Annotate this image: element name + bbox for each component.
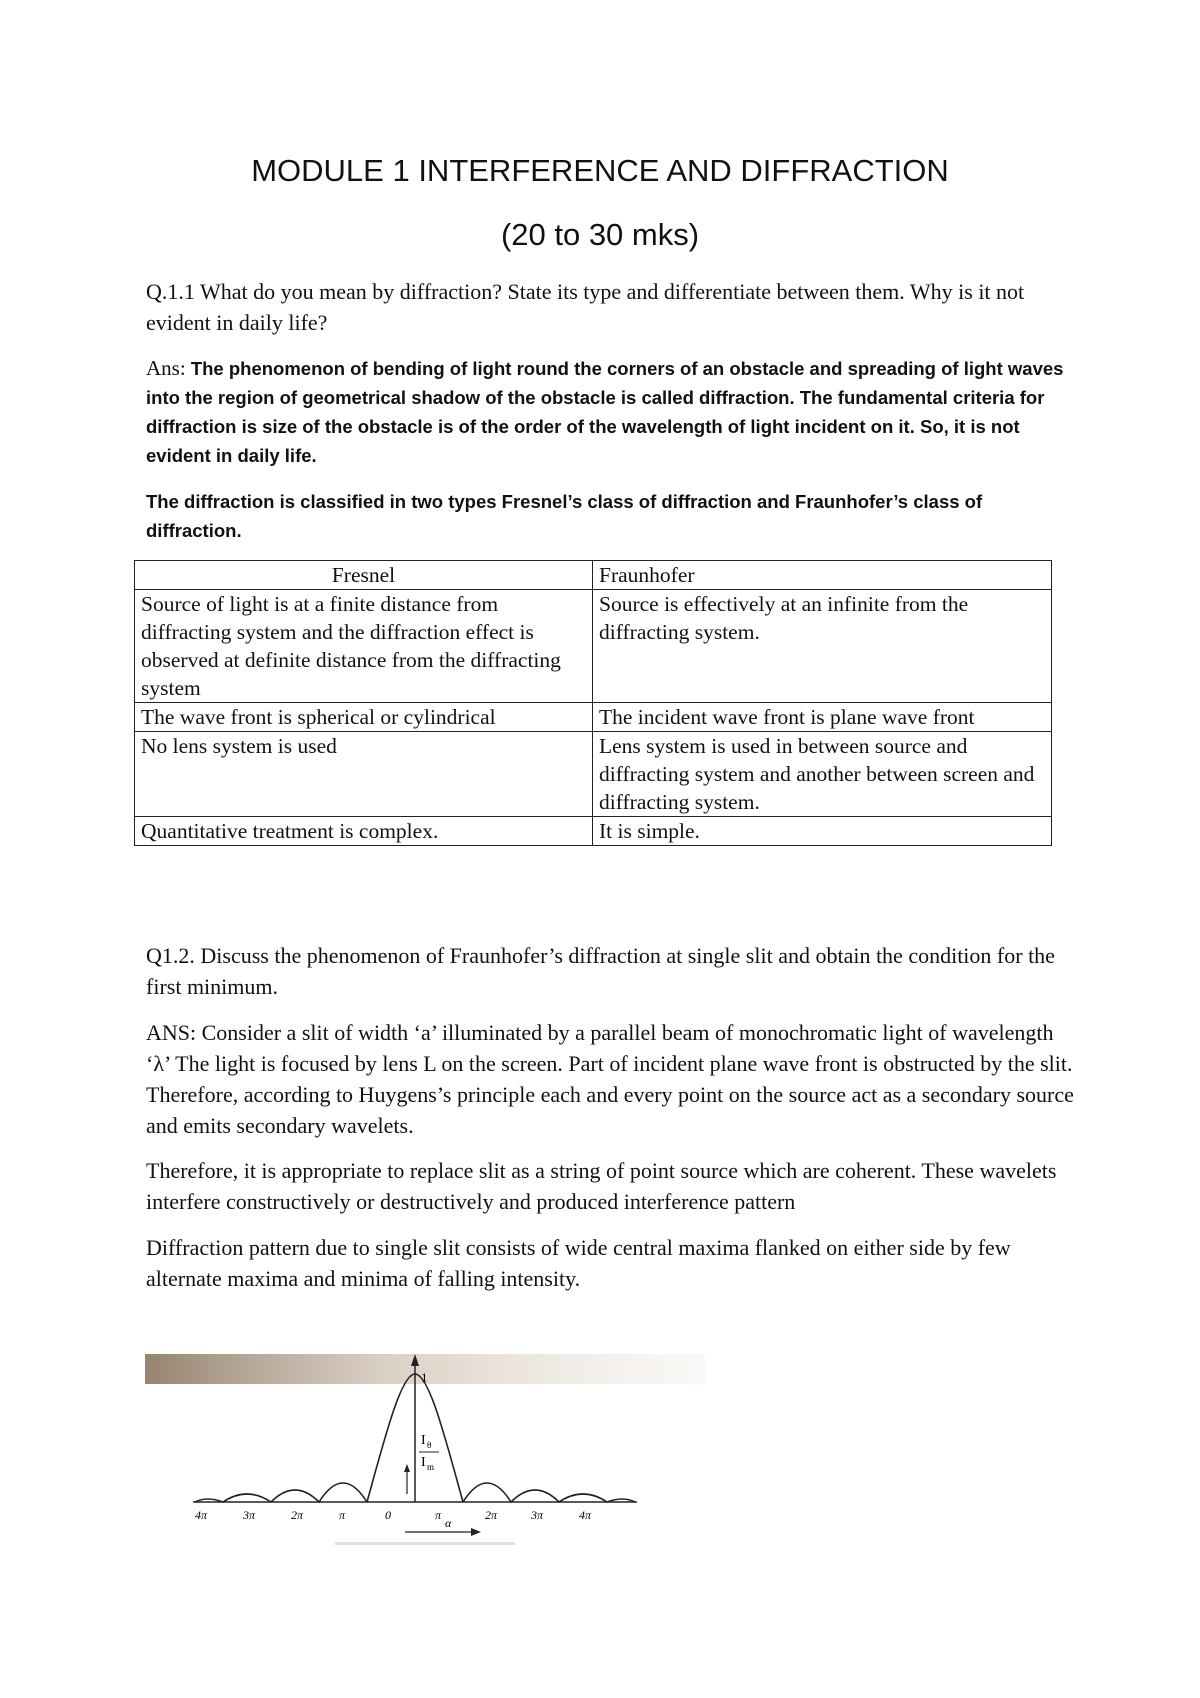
intensity-ratio-label — [419, 1433, 439, 1472]
table-row — [135, 817, 1052, 846]
ratio-denominator: I — [421, 1455, 426, 1470]
left-side-maxima — [195, 1483, 367, 1502]
table-cell: Source is effectively at an infinite from the diffracting system. — [593, 590, 1052, 703]
tick-label: π — [339, 1508, 346, 1522]
question-1-2: Q1.2. Discuss the phenomenon of Fraunhofer’s diffraction at single slit and obtain the condition for the first minimum. — [146, 943, 1055, 999]
table-cell: The incident wave front is plane wave front — [593, 703, 1052, 732]
table-header-fresnel: Fresnel — [135, 561, 593, 590]
page-subtitle: (20 to 30 mks) — [500, 217, 700, 252]
table-cell: Quantitative treatment is complex. — [135, 817, 593, 846]
answer-lead: Ans: — [146, 356, 186, 380]
scan-artifact — [335, 1542, 515, 1545]
tick-labels — [195, 1508, 592, 1522]
peak-label: 1 — [421, 1370, 428, 1385]
answer-text: The phenomenon of bending of light round the corners of an obstacle and spreading of light waves into the region of geometrical shadow of the obstacle is called diffraction. The fundamental criteria for diffraction is size of the obstacle is of the order of the wavelength of light incident on it. So, it is not evident in daily life. — [146, 358, 1064, 466]
ratio-arrow-head — [404, 1464, 410, 1472]
diffraction-types-text: The diffraction is classified in two types Fresnel’s class of diffraction and Fraunhofer’s class of diffraction. — [146, 491, 983, 541]
tick-label: 3π — [531, 1508, 544, 1522]
table-cell: The wave front is spherical or cylindrical — [135, 703, 593, 732]
answer-1-1 — [146, 354, 1076, 470]
table-header-row — [135, 561, 1052, 590]
table-cell: It is simple. — [593, 817, 1052, 846]
tick-label: 2π — [485, 1508, 498, 1522]
diffraction-intensity-figure — [145, 1352, 705, 1557]
ratio-numerator-sub: θ — [427, 1440, 432, 1450]
table-row — [135, 590, 1052, 703]
answer-1-2-para2: Therefore, it is appropriate to replace slit as a string of point source which are coherent. These wavelets interfere constructively or destructively and produced interference pattern — [146, 1158, 1057, 1214]
page-title: MODULE 1 INTERFERENCE AND DIFFRACTION — [251, 153, 949, 188]
table-row — [135, 703, 1052, 732]
answer-1-2-para3: Diffraction pattern due to single slit consists of wide central maxima flanked on either side by few alternate maxima and minima of falling intensity. — [146, 1235, 1011, 1291]
tick-label: π — [435, 1508, 442, 1522]
diffraction-types — [146, 487, 1076, 545]
ratio-denominator-sub: m — [427, 1462, 435, 1472]
tick-label: 4π — [195, 1508, 208, 1522]
ratio-numerator: I — [421, 1433, 426, 1448]
answer-1-2: ANS: Consider a slit of width ‘a’ illuminated by a parallel beam of monochromatic light of wavelength ‘λ’ The light is focused by lens L on the screen. Part of incident plane wave front is obstructed by the slit. Therefore, according to Huygens’s principle each and every point on the source act as a secondary source and emits secondary wavelets. — [146, 1020, 1074, 1138]
tick-label: 3π — [243, 1508, 256, 1522]
alpha-axis-label: α — [445, 1516, 452, 1530]
table-row — [135, 732, 1052, 817]
table-cell: Source of light is at a finite distance from diffracting system and the diffraction effect is observed at definite distance from the diffracting system — [135, 590, 593, 703]
tick-label: 0 — [385, 1508, 391, 1522]
table-cell: Lens system is used in between source and diffracting system and another between screen and diffracting system. — [593, 732, 1052, 817]
table-header-fraunhofer: Fraunhofer — [593, 561, 1052, 590]
tick-label: 4π — [579, 1508, 592, 1522]
table-cell: No lens system is used — [135, 732, 593, 817]
right-side-maxima — [463, 1483, 635, 1502]
alpha-arrow-head — [471, 1528, 481, 1536]
question-1-1: Q.1.1 What do you mean by diffraction? State its type and differentiate between them. Why is it not evident in daily life? — [146, 279, 1025, 335]
tick-label: 2π — [291, 1508, 304, 1522]
comparison-table — [134, 560, 1052, 846]
